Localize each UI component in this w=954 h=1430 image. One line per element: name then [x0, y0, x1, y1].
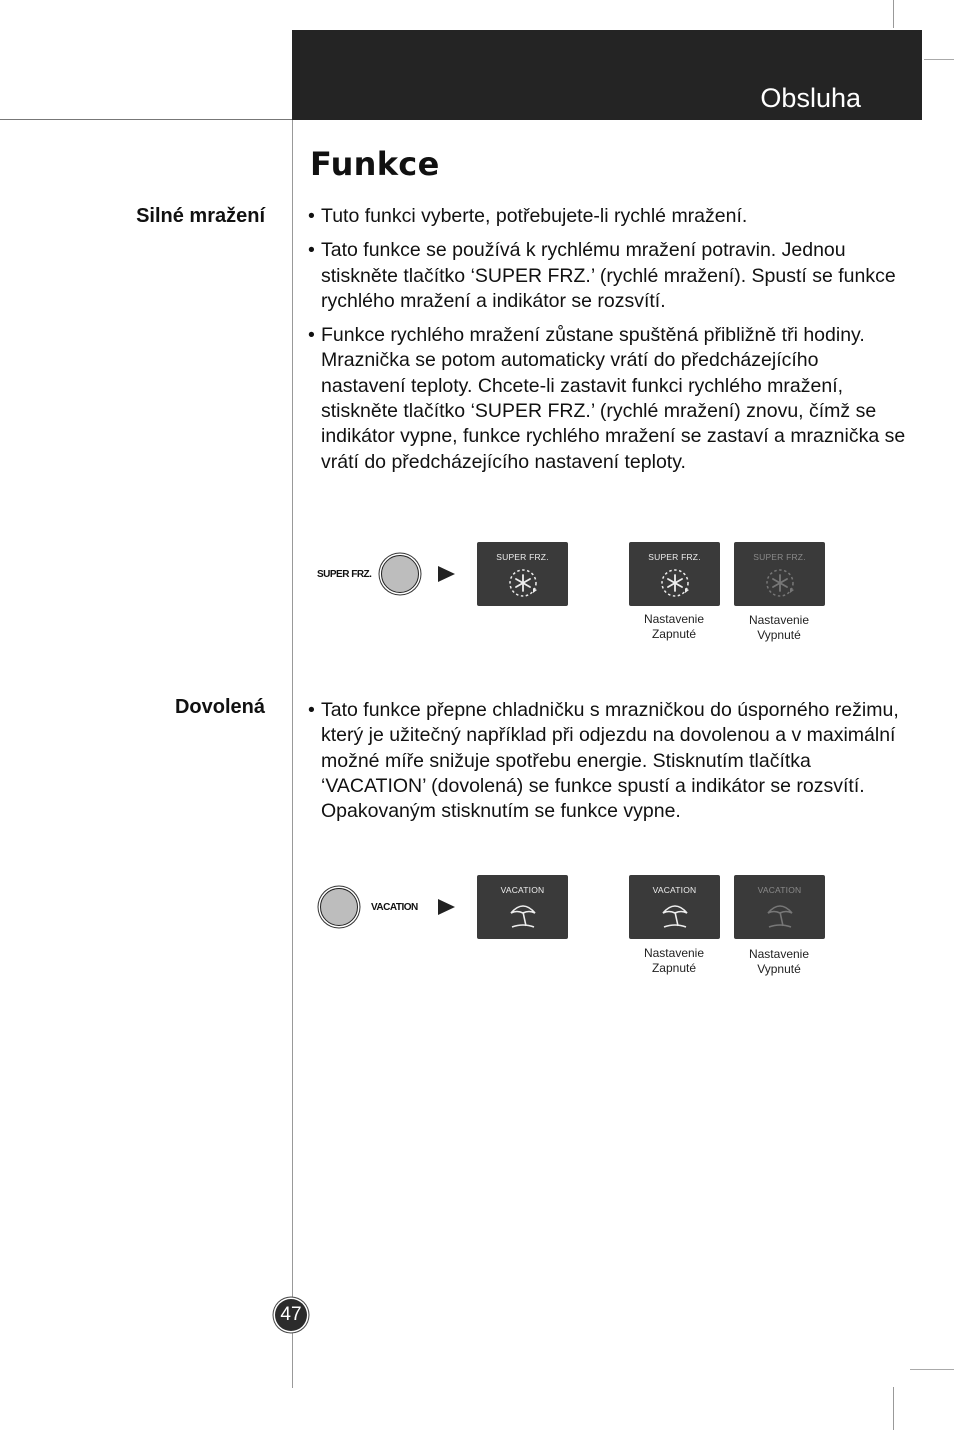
vacation-button[interactable]	[320, 888, 358, 926]
snowflake-icon	[763, 566, 797, 600]
section-header	[292, 30, 922, 120]
vacation-panel-off	[734, 875, 825, 939]
snowflake-icon	[658, 566, 692, 600]
arrow-right-icon	[438, 566, 455, 582]
panel-label: SUPER FRZ.	[496, 552, 549, 562]
caption-on: Nastavenie Zapnuté	[643, 612, 705, 641]
crop-mark-top	[893, 0, 894, 28]
vacation-heading: Dovolená	[174, 696, 265, 718]
panel-label: VACATION	[652, 885, 697, 895]
panel-label: SUPER FRZ.	[753, 552, 806, 562]
vacation-panel-on	[629, 875, 720, 939]
super-frz-bullets	[308, 204, 908, 484]
crop-mark-right-top	[924, 59, 954, 60]
caption-off: Nastavenie Vypnuté	[748, 613, 810, 642]
bullet-item: • Tato funkce přepne chladničku s mrazničkou do úsporného režimu, který je užitečný například při odjezdu na dovolenou a v maximální možné míře snižuje spotřebu energie. Stisknutím tlačítka ‘VACATION’ (dovolená) se funkce spustí a indikátor se rozsvítí. Opakovaným stisknutím se funkce vypne.	[308, 698, 908, 824]
crop-mark-bottom	[893, 1387, 894, 1430]
arrow-right-icon	[438, 899, 455, 915]
snowflake-icon	[506, 566, 540, 600]
caption-off: Nastavenie Vypnuté	[748, 947, 810, 976]
super-frz-button[interactable]	[381, 555, 419, 593]
bullet-item: • Tuto funkci vyberte, potřebujete-li rychlé mražení.	[308, 204, 908, 229]
super-frz-panel-on	[629, 542, 720, 606]
section-title: Obsluha	[760, 83, 861, 113]
bullet-item: • Funkce rychlého mražení zůstane spuštěná přibližně tři hodiny. Mraznička se potom automaticky vrátí do předcházejícího nastavení teploty. Chcete-li zastavit funkci rychlého mražení, stiskněte tlačítko ‘SUPER FRZ.’ (rychlé mražení) znovu, čímž se indikátor vypne, funkce rychlého mražení se zastaví a mraznička se vrátí do předcházejícího nastavení teploty.	[308, 323, 908, 475]
panel-label: VACATION	[757, 885, 802, 895]
beach-umbrella-icon	[658, 899, 692, 931]
panel-label: VACATION	[500, 885, 545, 895]
super-frz-panel	[477, 542, 568, 606]
vacation-panel	[477, 875, 568, 939]
main-column-rule	[292, 120, 293, 1388]
crop-mark-right-bottom	[910, 1369, 954, 1370]
caption-on: Nastavenie Zapnuté	[643, 946, 705, 975]
super-frz-panel-off	[734, 542, 825, 606]
panel-label: SUPER FRZ.	[648, 552, 701, 562]
super-frz-heading: Silné mražení	[136, 205, 265, 227]
super-frz-button-label: SUPER FRZ.	[317, 569, 372, 580]
beach-umbrella-icon	[506, 899, 540, 931]
page-title: Funkce	[310, 145, 440, 183]
beach-umbrella-icon	[763, 899, 797, 931]
vacation-button-label: VACATION	[371, 902, 418, 913]
bullet-item: • Tato funkce se používá k rychlému mražení potravin. Jednou stiskněte tlačítko ‘SUPER FRZ.’ (rychlé mražení). Spustí se funkce rychlého mražení a indikátor se rozsvítí.	[308, 238, 908, 314]
page-number: 47	[275, 1299, 307, 1331]
vacation-bullets	[308, 698, 908, 833]
top-left-rule	[0, 119, 292, 120]
